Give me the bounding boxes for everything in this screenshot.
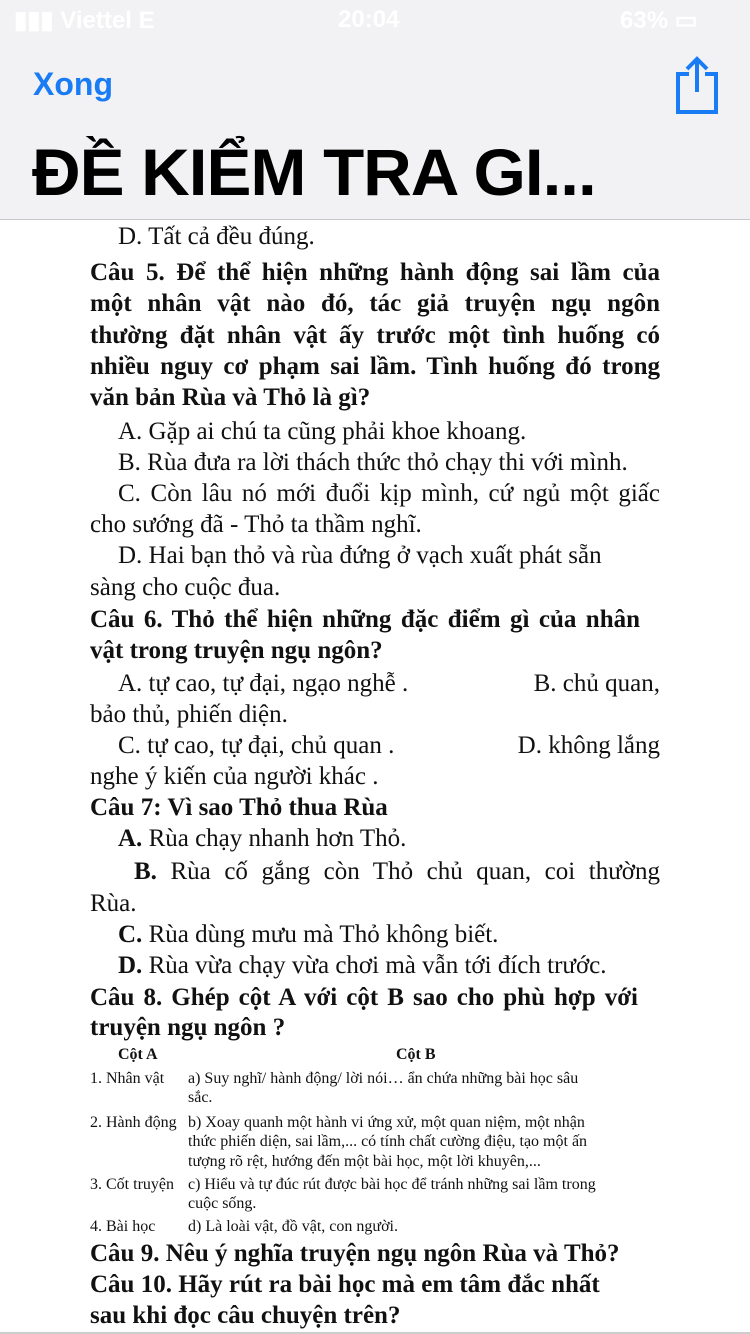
carrier: ▮▮▮ Viettel E xyxy=(14,7,155,34)
question-8-line: truyện ngụ ngôn ? xyxy=(90,1014,286,1041)
question-6-line: vật trong truyện ngụ ngôn? xyxy=(90,637,383,664)
table-cell-a: 3. Cốt truyện xyxy=(90,1176,174,1193)
option-b: B. chủ quan, xyxy=(533,670,660,697)
page-title: ĐỀ KIỂM TRA GI... xyxy=(32,135,596,209)
table-cell-a: 2. Hành động xyxy=(90,1114,177,1131)
question-7: Câu 7: Vì sao Thỏ thua Rùa xyxy=(90,794,388,821)
option-a xyxy=(118,823,660,854)
table-cell-b: tượng rõ rệt, hướng đến một bài học, một lời khuyên,... xyxy=(188,1153,541,1170)
question-9: Câu 9. Nêu ý nghĩa truyện ngụ ngôn Rùa và Thỏ? xyxy=(90,1240,620,1267)
table-cell-b: b) Xoay quanh một hành vi ứng xử, một quan niệm, một nhận xyxy=(188,1114,585,1131)
question-5-line: thường đặt nhân vật ấy trước một tình huống có xyxy=(90,322,660,349)
option-c xyxy=(118,919,660,950)
done-button[interactable]: Xong xyxy=(33,66,113,102)
question-5-line: văn bản Rùa và Thỏ là gì? xyxy=(90,384,371,411)
table-cell-b: thức phiến diện, sai lầm,... có tính chất cường điệu, tạo một ấn xyxy=(188,1133,588,1150)
table-cell-b: a) Suy nghĩ/ hành động/ lời nói… ẩn chứa những bài học sâu xyxy=(188,1070,579,1087)
share-icon[interactable] xyxy=(674,56,720,114)
battery: 63% ▭ xyxy=(620,7,698,34)
signal-icon: ▮▮▮ xyxy=(14,7,61,34)
q6-row-ab xyxy=(118,668,660,699)
table-cell-b: sắc. xyxy=(188,1089,213,1106)
table-cell-b: d) Là loài vật, đồ vật, con người. xyxy=(188,1218,398,1235)
option-text: Rùa chạy nhanh hơn Thỏ. xyxy=(142,825,407,852)
option-b: B. Rùa đưa ra lời thách thức thỏ chạy thi với mình. xyxy=(118,449,628,476)
option-d: D. Hai bạn thỏ và rùa đứng ở vạch xuất phát sẵn xyxy=(118,542,602,569)
option-b xyxy=(134,856,660,887)
nav-header xyxy=(0,0,750,220)
option-label: B. xyxy=(134,858,157,885)
table-cell-a: 1. Nhân vật xyxy=(90,1070,165,1087)
table-cell-b: cuộc sống. xyxy=(188,1195,257,1212)
question-10-line: sau khi đọc câu chuyện trên? xyxy=(90,1302,401,1329)
option-d-cont: nghe ý kiến của người khác . xyxy=(90,763,379,790)
option-label: C. xyxy=(118,921,143,948)
battery-icon: ▭ xyxy=(674,7,698,34)
option-b-cont: Rùa. xyxy=(90,890,137,917)
option-d: D. không lắng xyxy=(517,732,660,759)
option-d xyxy=(118,950,660,981)
option-c: C. tự cao, tự đại, chủ quan . xyxy=(118,732,395,759)
option-label: A. xyxy=(118,825,143,852)
question-8: Câu 8. Ghép cột A với cột B sao cho phù hợp với xyxy=(90,984,638,1011)
question-5-line: một nhân vật nào đó, tác giả truyện ngụ ngôn xyxy=(90,290,660,317)
table-cell-b: c) Hiểu và tự đúc rút được bài học để tránh những sai lầm trong xyxy=(188,1176,596,1193)
option-d-cont: sàng cho cuộc đua. xyxy=(90,574,281,601)
network-type: E xyxy=(138,7,155,34)
column-b-header: Cột B xyxy=(396,1046,436,1063)
option-text: Rùa cố gắng còn Thỏ chủ quan, coi thường xyxy=(156,858,660,885)
table-cell-a: 4. Bài học xyxy=(90,1218,156,1235)
question-10: Câu 10. Hãy rút ra bài học mà em tâm đắc nhất xyxy=(90,1271,600,1298)
option-label: D. xyxy=(118,952,143,979)
option-a: A. Gặp ai chú ta cũng phải khoe khoang. xyxy=(118,418,527,445)
question-6: Câu 6. Thỏ thể hiện những đặc điểm gì của nhân xyxy=(90,606,640,633)
question-5: Câu 5. Để thể hiện những hành động sai lầm của xyxy=(90,259,660,286)
option-text: Rùa dùng mưu mà Thỏ không biết. xyxy=(142,921,499,948)
option-text: Rùa vừa chạy vừa chơi mà vẫn tới đích trước. xyxy=(142,952,607,979)
question-5-line: nhiều nguy cơ phạm sai lầm. Tình huống đó trong xyxy=(90,353,660,380)
time: 20:04 xyxy=(338,6,400,33)
option-c-cont: cho sướng đã - Thỏ ta thầm nghĩ. xyxy=(90,511,422,538)
option-b-cont: bảo thủ, phiến diện. xyxy=(90,701,288,728)
option-a: A. tự cao, tự đại, ngạo nghễ . xyxy=(118,670,409,697)
option-c: C. Còn lâu nó mới đuổi kịp mình, cứ ngủ một giấc xyxy=(118,480,660,507)
partial-line: D. Tất cả đều đúng. xyxy=(118,223,315,250)
column-a-header: Cột A xyxy=(118,1046,158,1063)
q6-row-cd xyxy=(118,730,660,761)
